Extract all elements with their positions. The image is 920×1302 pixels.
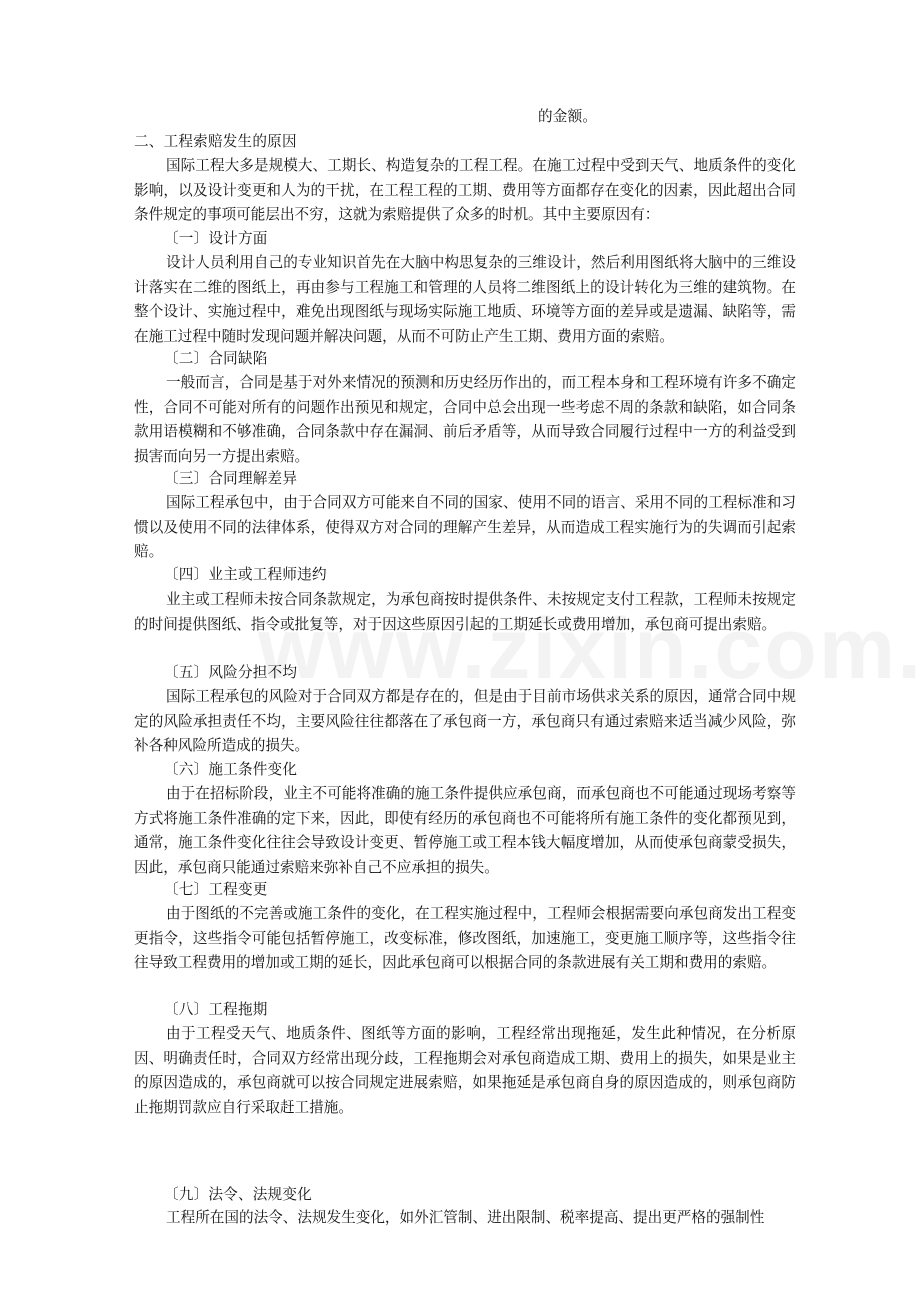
item-heading-3: 〔三〕合同理解差异 — [164, 470, 298, 487]
item-body-6: 由于在招标阶段，业主不可能将准确的施工条件提供应承包商，而承包商也不可能通过现场考察等方式将施工条件准确的定下来，因此，即使有经历的承包商也不可能将所有施工条件的变化都预见到，通常，施工条件变化往往会导致设计变更、暂停施工或工程本钱大幅度增加，从而使承包商蒙受损失，因此，承包商只能通过索赔来弥补自己不应承担的损失。 — [134, 785, 796, 876]
item-heading-1: 〔一〕设计方面 — [164, 230, 268, 247]
item-body-1: 设计人员利用自己的专业知识首先在大脑中构思复杂的三维设计，然后利用图纸将大脑中的三维设计落实在二维的图纸上，再由参与工程施工和管理的人员将二维图纸上的设计转化为三维的建筑物。在整个设计、实施过程中，难免出现图纸与现场实际施工地质、环境等方面的差异或是遗漏、缺陷等，需在施工过程中随时发现问题并解决问题，从而不可防止产生工期、费用方面的索赔。 — [134, 254, 796, 345]
fragment-top: 的金额。 — [538, 108, 598, 125]
item-heading-4: 〔四〕业主或工程师违约 — [164, 566, 327, 583]
item-heading-8: 〔八〕工程拖期 — [164, 1001, 268, 1018]
item-heading-9: 〔九〕法令、法规变化 — [164, 1186, 312, 1203]
intro-paragraph: 国际工程大多是规模大、工期长、构造复杂的工程工程。在施工过程中受到天气、地质条件的变化影响，以及设计变更和人为的干扰，在工程工程的工期、费用等方面都存在变化的因素，因此超出合同条件规定的事项可能层出不穷，这就为索赔提供了众多的时机。其中主要原因有： — [134, 157, 796, 223]
item-body-4: 业主或工程师未按合同条款规定，为承包商按时提供条件、未按规定支付工程款，工程师未按规定的时间提供图纸、指令或批复等，对于因这些原因引起的工期延长或费用增加，承包商可提出索赔。 — [134, 591, 796, 633]
item-body-7: 由于图纸的不完善或施工条件的变化，在工程实施过程中，工程师会根据需要向承包商发出工程变更指令，这些指令可能包括暂停施工，改变标准，修改图纸，加速施工，变更施工顺序等，这些指令往往导致工程费用的增加或工期的延长，因此承包商可以根据合同的条款进展有关工期和费用的索赔。 — [134, 905, 796, 971]
item-heading-6: 〔六〕施工条件变化 — [164, 761, 298, 778]
item-body-9: 工程所在国的法令、法规发生变化，如外汇管制、进出限制、税率提高、提出更严格的强制性 — [166, 1209, 765, 1226]
item-body-8: 由于工程受天气、地质条件、图纸等方面的影响，工程经常出现拖延，发生此种情况，在分析原因、明确责任时，合同双方经常出现分歧，工程拖期会对承包商造成工期、费用上的损失，如果是业主的原因造成的，承包商就可以按合同规定进展索赔，如果拖延是承包商自身的原因造成的，则承包商防止拖期罚款应自行采取赶工措施。 — [134, 1025, 796, 1116]
item-body-5: 国际工程承包的风险对于合同双方都是存在的，但是由于目前市场供求关系的原因，通常合同中规定的风险承担责任不均，主要风险往往都落在了承包商一方，承包商只有通过索赔来适当减少风险，弥补各种风险所造成的损失。 — [134, 688, 796, 754]
section-title: 二、工程索赔发生的原因 — [134, 133, 297, 150]
item-body-2: 一般而言，合同是基于对外来情况的预测和历史经历作出的，而工程本身和工程环境有许多不确定性，合同不可能对所有的问题作出预见和规定，合同中总会出现一些考虑不周的条款和缺陷，如合同条款用语模糊和不够准确，合同条款中存在漏洞、前后矛盾等，从而导致合同履行过程中一方的利益受到损害而向另一方提出索赔。 — [134, 374, 796, 465]
item-heading-7: 〔七〕工程变更 — [164, 881, 268, 898]
item-body-3: 国际工程承包中，由于合同双方可能来自不同的国家、使用不同的语言、采用不同的工程标准和习惯以及使用不同的法律体系，使得双方对合同的理解产生差异，从而造成工程实施行为的失调而引起索赔。 — [134, 494, 796, 560]
item-heading-5: 〔五〕风险分担不均 — [164, 664, 298, 681]
item-heading-2: 〔二〕合同缺陷 — [164, 350, 268, 367]
